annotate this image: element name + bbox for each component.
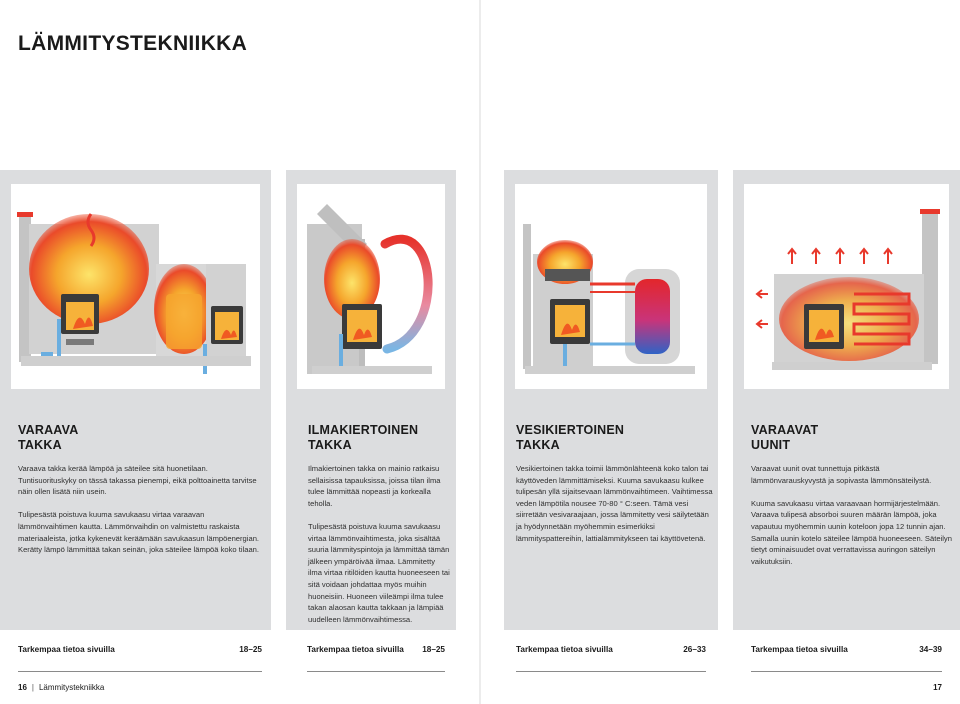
divider-line (307, 671, 445, 672)
reference-row (307, 645, 445, 657)
vesikiertoinen-takka-illustration (515, 184, 707, 389)
divider-line (751, 671, 942, 672)
page-spine (479, 0, 481, 704)
panel-title-line1: ILMAKIERTOINEN (308, 423, 419, 437)
ilmakiertoinen-takka-diagram (297, 184, 445, 389)
varaavat-uunit-illustration (744, 184, 949, 389)
panel-title (516, 423, 624, 453)
reference-label: Tarkempaa tietoa sivuilla (751, 645, 848, 654)
panel-body (751, 463, 956, 567)
vesikiertoinen-takka-diagram (515, 184, 707, 389)
ilmakiertoinen-takka-illustration (297, 184, 445, 389)
panel-title-line1: VESIKIERTOINEN (516, 423, 625, 437)
panel-vesikiertoinen-takka (504, 170, 718, 630)
left-page-section: Lämmitystekniikka (38, 683, 105, 692)
right-page-number: 17 (933, 683, 942, 692)
reference-label: Tarkempaa tietoa sivuilla (307, 645, 404, 654)
reference-label: Tarkempaa tietoa sivuilla (18, 645, 115, 654)
varaava-takka-diagram (11, 184, 260, 389)
panel-title-line1: VARAAVA (18, 423, 79, 437)
left-page-folio (18, 683, 104, 692)
varaava-takka-illustration (11, 184, 260, 389)
left-page-number: 16 (18, 683, 27, 692)
page-title: LÄMMITYSTEKNIIKKA (18, 32, 248, 55)
panel-body (516, 463, 714, 544)
panel-body (308, 463, 451, 625)
paragraph: Tulipesästä poistuva kuuma savukaasu virtaa varaavan lämmönvaihtimen kautta. Lämmönvaihdin on valmistettu raskaista materiaaleista, jotka kykenevät keräämään savukaasun lämpöenergian. Kerätty lämpö lämmittää takan seinän, joka säteilee lämpöä koko tilaan. (18, 510, 260, 555)
paragraph: Varaavat uunit ovat tunnettuja pitkästä lämmönvarauskyvystä ja sopivasta lämmönsäteilystä. (751, 464, 932, 485)
paragraph: Kuuma savukaasu virtaa varaavaan hormijärjestelmään. Varaava tulipesä absorboi suuren määrän lämpöä, joka vapautuu myöhemmin uunin koteloon jopa 12 tunnin ajan. Samalla uunin kotelo säteilee lämpöä huoneeseen. Säteilyn tietyt ominaisuudet ovat verrattavissa auringon säteilyn vaikutuksiin. (751, 498, 952, 566)
panel-title-line1: VARAAVAT (751, 423, 819, 437)
divider-line (18, 671, 262, 672)
panel-title (751, 423, 818, 453)
panel-title (18, 423, 78, 453)
panel-title-line2: UUNIT (751, 438, 791, 452)
reference-pages: 18–25 (422, 645, 445, 654)
paragraph: Varaava takka kerää lämpöä ja säteilee sitä huonetilaan. Tuntisuorituskyky on tässä takassa pienempi, eikä polttoainetta tarvitse näin ollen lisätä niin usein. (18, 464, 257, 497)
folio-separator: | (31, 683, 34, 692)
panel-title (308, 423, 418, 453)
reference-pages: 26–33 (683, 645, 706, 654)
reference-row (751, 645, 942, 657)
paragraph: Ilmakiertoinen takka on mainio ratkaisu sellaisissa tapauksissa, joissa tilan ilma tulee lämmittää nopeasti ja korkealla teholla. (308, 464, 441, 508)
panel-body (18, 463, 260, 556)
reference-pages: 34–39 (919, 645, 942, 654)
divider-line (516, 671, 706, 672)
panel-title-line2: TAKKA (308, 438, 352, 452)
panel-ilmakiertoinen-takka (286, 170, 456, 630)
reference-pages: 18–25 (239, 645, 262, 654)
panel-title-line2: TAKKA (18, 438, 62, 452)
paragraph: Vesikiertoinen takka toimii lämmönlähteenä koko talon tai käyttöveden lämmittämiseksi. Kuuma savukaasu kulkee tulipesän yllä sijaitsevaan lämmönvaihtimeen. Vaihtimessa veden lämpötila nousee 70-80 ° C:seen. Tämä vesi siirretään vesivaraajaan, jossa lämmitetty vesi säilytetään ja hyödynnetään myöhemmin esimerkiksi lämmityspattereihin, lattialämmitykseen tai käyttövetenä. (516, 464, 713, 543)
panel-varaavat-uunit (733, 170, 960, 630)
panel-title-line2: TAKKA (516, 438, 560, 452)
reference-row (18, 645, 262, 657)
paragraph: Tulipesästä poistuva kuuma savukaasu virtaa lämmönvaihtimesta, joka sisältää suuria lämmityspintoja ja lämmittää tämän jälkeen ympäröivää ilmaa. Lämmitetty ilma virtaa ritilöiden kautta huoneeseen tai sitä voidaan johdattaa myös muihin huoneisiin. Huoneen viileämpi ilma tulee takan alaosan kautta takkaan ja lämpiää uudelleen lämmönvaihtimessa. (308, 521, 450, 624)
varaavat-uunit-diagram (744, 184, 949, 389)
reference-label: Tarkempaa tietoa sivuilla (516, 645, 613, 654)
panel-varaava-takka (0, 170, 271, 630)
reference-row (516, 645, 706, 657)
